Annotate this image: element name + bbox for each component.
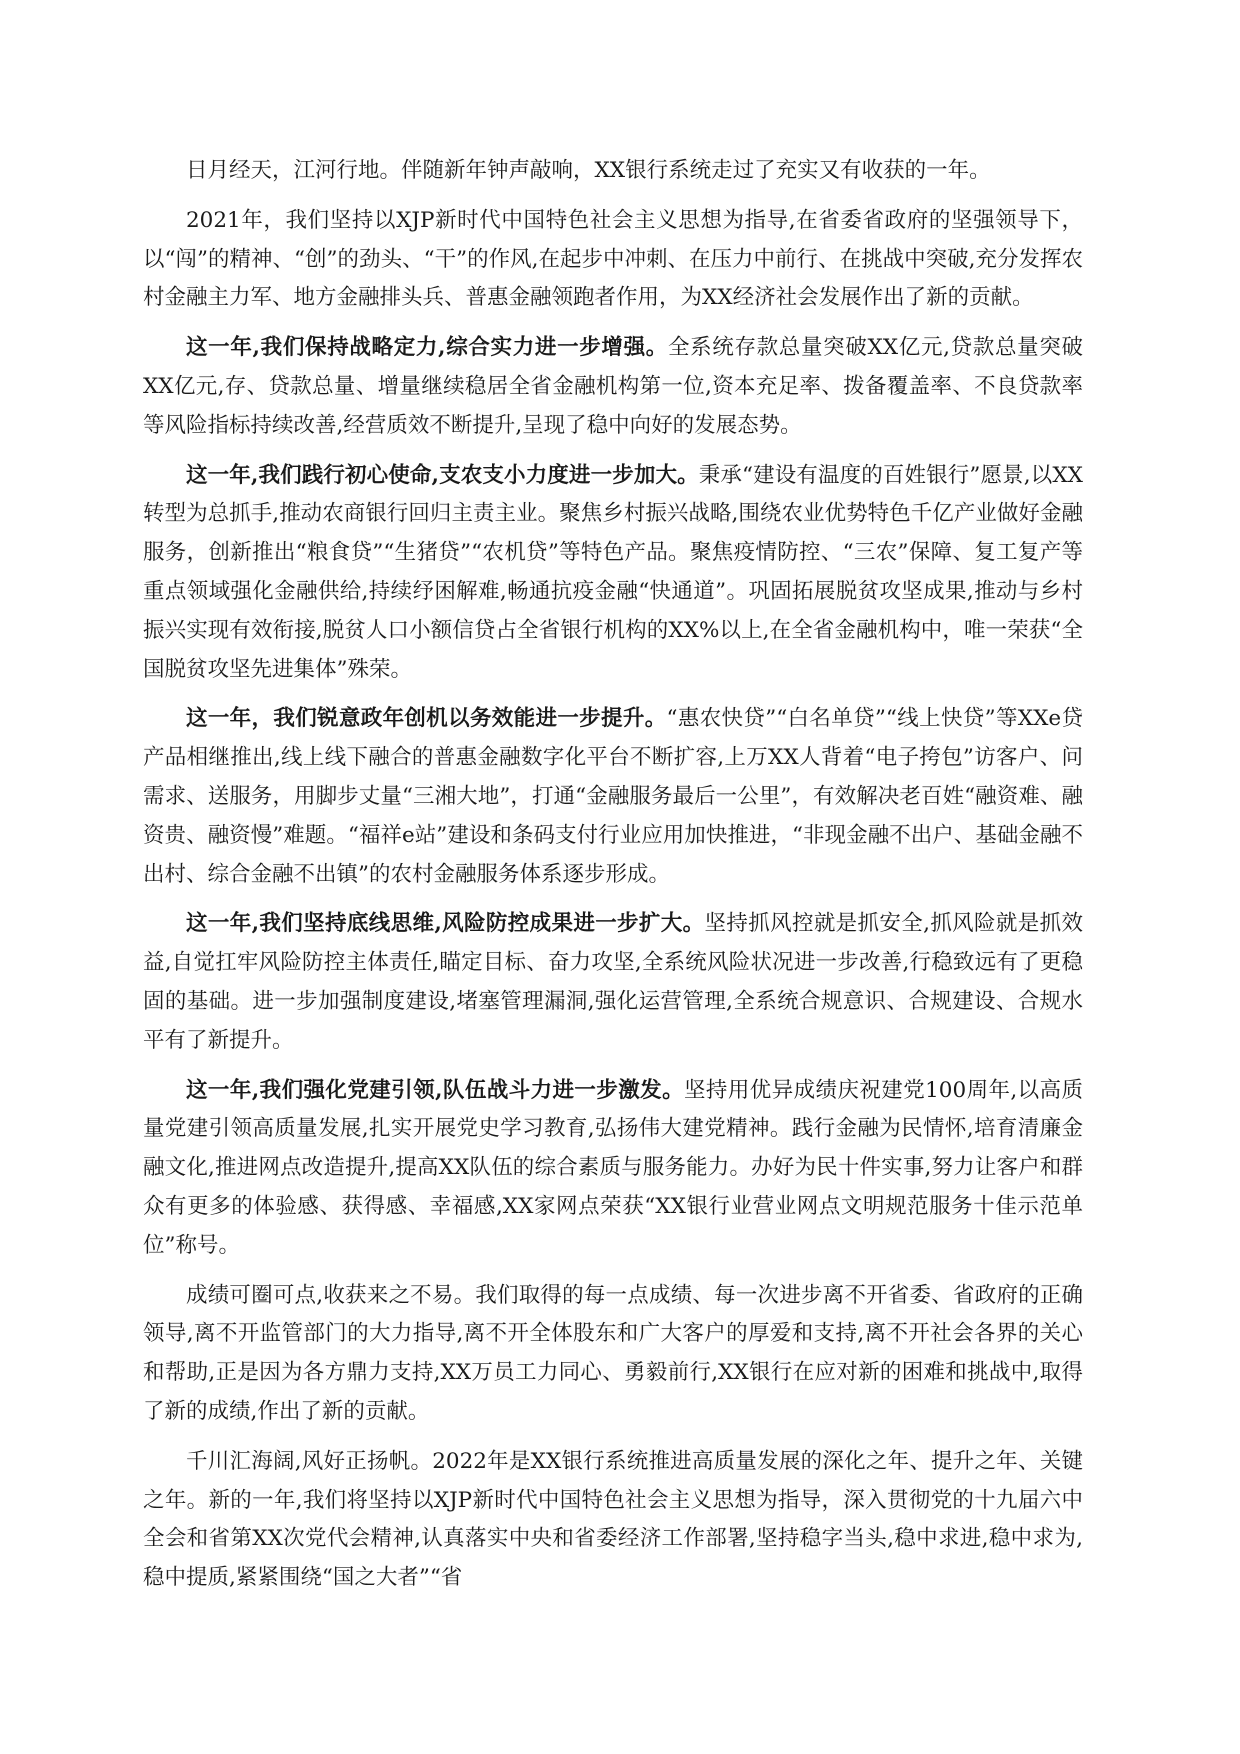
paragraph-text: 坚持用优异成绩庆祝建党100周年,以高质量党建引领高质量发展,扎实开展党史学习教育,弘扬伟大建党精神。践行金融为民情怀,培育清廉金融文化,推进网点改造提升,提高XX队伍的综合素质与服务能力。办好为民十件实事,努力让客户和群众有更多的体验感、获得感、幸福感,XX家网点荣获“XX银行业营业网点文明规范服务十佳示范单位”称号。 [143, 1077, 1083, 1258]
paragraph-lead: 这一年，我们锐意政年创机以务效能进一步提升。 [186, 706, 667, 732]
paragraph-text: 千川汇海阔,风好正扬帆。2022年是XX银行系统推进高质量发展的深化之年、提升之年、关键之年。新的一年,我们将坚持以XJP新时代中国特色社会主义思想为指导，深入贯彻党的十九届六中全会和省第XX次党代会精神,认真落实中央和省委经济工作部署,坚持稳字当头,稳中求进,稳中求为,稳中提质,紧紧围绕“国之大者”“省 [143, 1448, 1083, 1591]
paragraph-text: 2021年，我们坚持以XJP新时代中国特色社会主义思想为指导,在省委省政府的坚强领导下，以“闯”的精神、“创”的劲头、“干”的作风,在起步中冲刺、在压力中前行、在挑战中突破,充分发挥农村金融主力军、地方金融排头兵、普惠金融领跑者作用，为XX经济社会发展作出了新的贡献。 [143, 207, 1083, 311]
paragraph-intro [143, 152, 1083, 191]
document-page [143, 152, 1083, 1609]
paragraph-risk [143, 905, 1083, 1060]
paragraph-text: 坚持抓风控就是抓安全,抓风险就是抓效益,自觉扛牢风险防控主体责任,瞄定目标、奋力攻坚,全系统风险状况进一步改善,行稳致远有了更稳固的基础。进一步加强制度建设,堵塞管理漏洞,强化运营管理,全系统合规意识、合规建设、合规水平有了新提升。 [143, 911, 1083, 1053]
paragraph-text: “惠农快贷”“白名单贷”“线上快贷”等XXe贷产品相继推出,线上线下融合的普惠金融数字化平台不断扩容,上万XX人背着“电子挎包”访客户、问需求、送服务，用脚步丈量“三湘大地”，打通“金融服务最后一公里”，有效解决老百姓“融资难、融资贵、融资慢”难题。“福祥e站”建设和条码支付行业应用加快推进，“非现金融不出户、基础金融不出村、综合金融不出镇”的农村金融服务体系逐步形成。 [143, 706, 1083, 887]
paragraph-text: 秉承“建设有温度的百姓银行”愿景,以XX转型为总抓手,推动农商银行回归主责主业。聚焦乡村振兴战略,围绕农业优势特色千亿产业做好金融服务，创新推出“粮食贷”“生猪贷”“农机贷”等特色产品。聚焦疫情防控、“三农”保障、复工复产等重点领域强化金融供给,持续纾困解难,畅通抗疫金融“快通道”。巩固拓展脱贫攻坚成果,推动与乡村振兴实现有效衔接,脱贫人口小额信贷占全省银行机构的XX%以上,在全省金融机构中，唯一荣获“全国脱贫攻坚先进集体”殊荣。 [143, 462, 1083, 682]
paragraph-service [143, 700, 1083, 894]
paragraph-achievements [143, 1277, 1083, 1432]
paragraph-lead: 这一年,我们强化党建引领,队伍战斗力进一步激发。 [186, 1077, 685, 1103]
paragraph-text: 成绩可圈可点,收获来之不易。我们取得的每一点成绩、每一次进步离不开省委、省政府的正确领导,离不开监管部门的大力指导,离不开全体股东和广大客户的厚爱和支持,离不开社会各界的关心和帮助,正是因为各方鼎力支持,XX万员工力同心、勇毅前行,XX银行在应对新的困难和挑战中,取得了新的成绩,作出了新的贡献。 [143, 1282, 1083, 1424]
paragraph-party [143, 1072, 1083, 1266]
paragraph-text: 全系统存款总量突破XX亿元,贷款总量突破XX亿元,存、贷款总量、增量继续稳居全省金融机构第一位,资本充足率、拨备覆盖率、不良贷款率等风险指标持续改善,经营质效不断提升,呈现了稳中向好的发展态势。 [143, 335, 1083, 438]
paragraph-2021-summary [143, 202, 1083, 318]
paragraph-lead: 这一年,我们坚持底线思维,风险防控成果进一步扩大。 [186, 911, 705, 937]
paragraph-lead: 这一年,我们践行初心使命,支农支小力度进一步加大。 [186, 462, 699, 488]
paragraph-text: 日月经天，江河行地。伴随新年钟声敲响，XX银行系统走过了充实又有收获的一年。 [186, 158, 991, 183]
paragraph-mission [143, 457, 1083, 690]
paragraph-outlook [143, 1443, 1083, 1598]
paragraph-lead: 这一年,我们保持战略定力,综合实力进一步增强。 [186, 335, 668, 361]
paragraph-strategy [143, 329, 1083, 445]
